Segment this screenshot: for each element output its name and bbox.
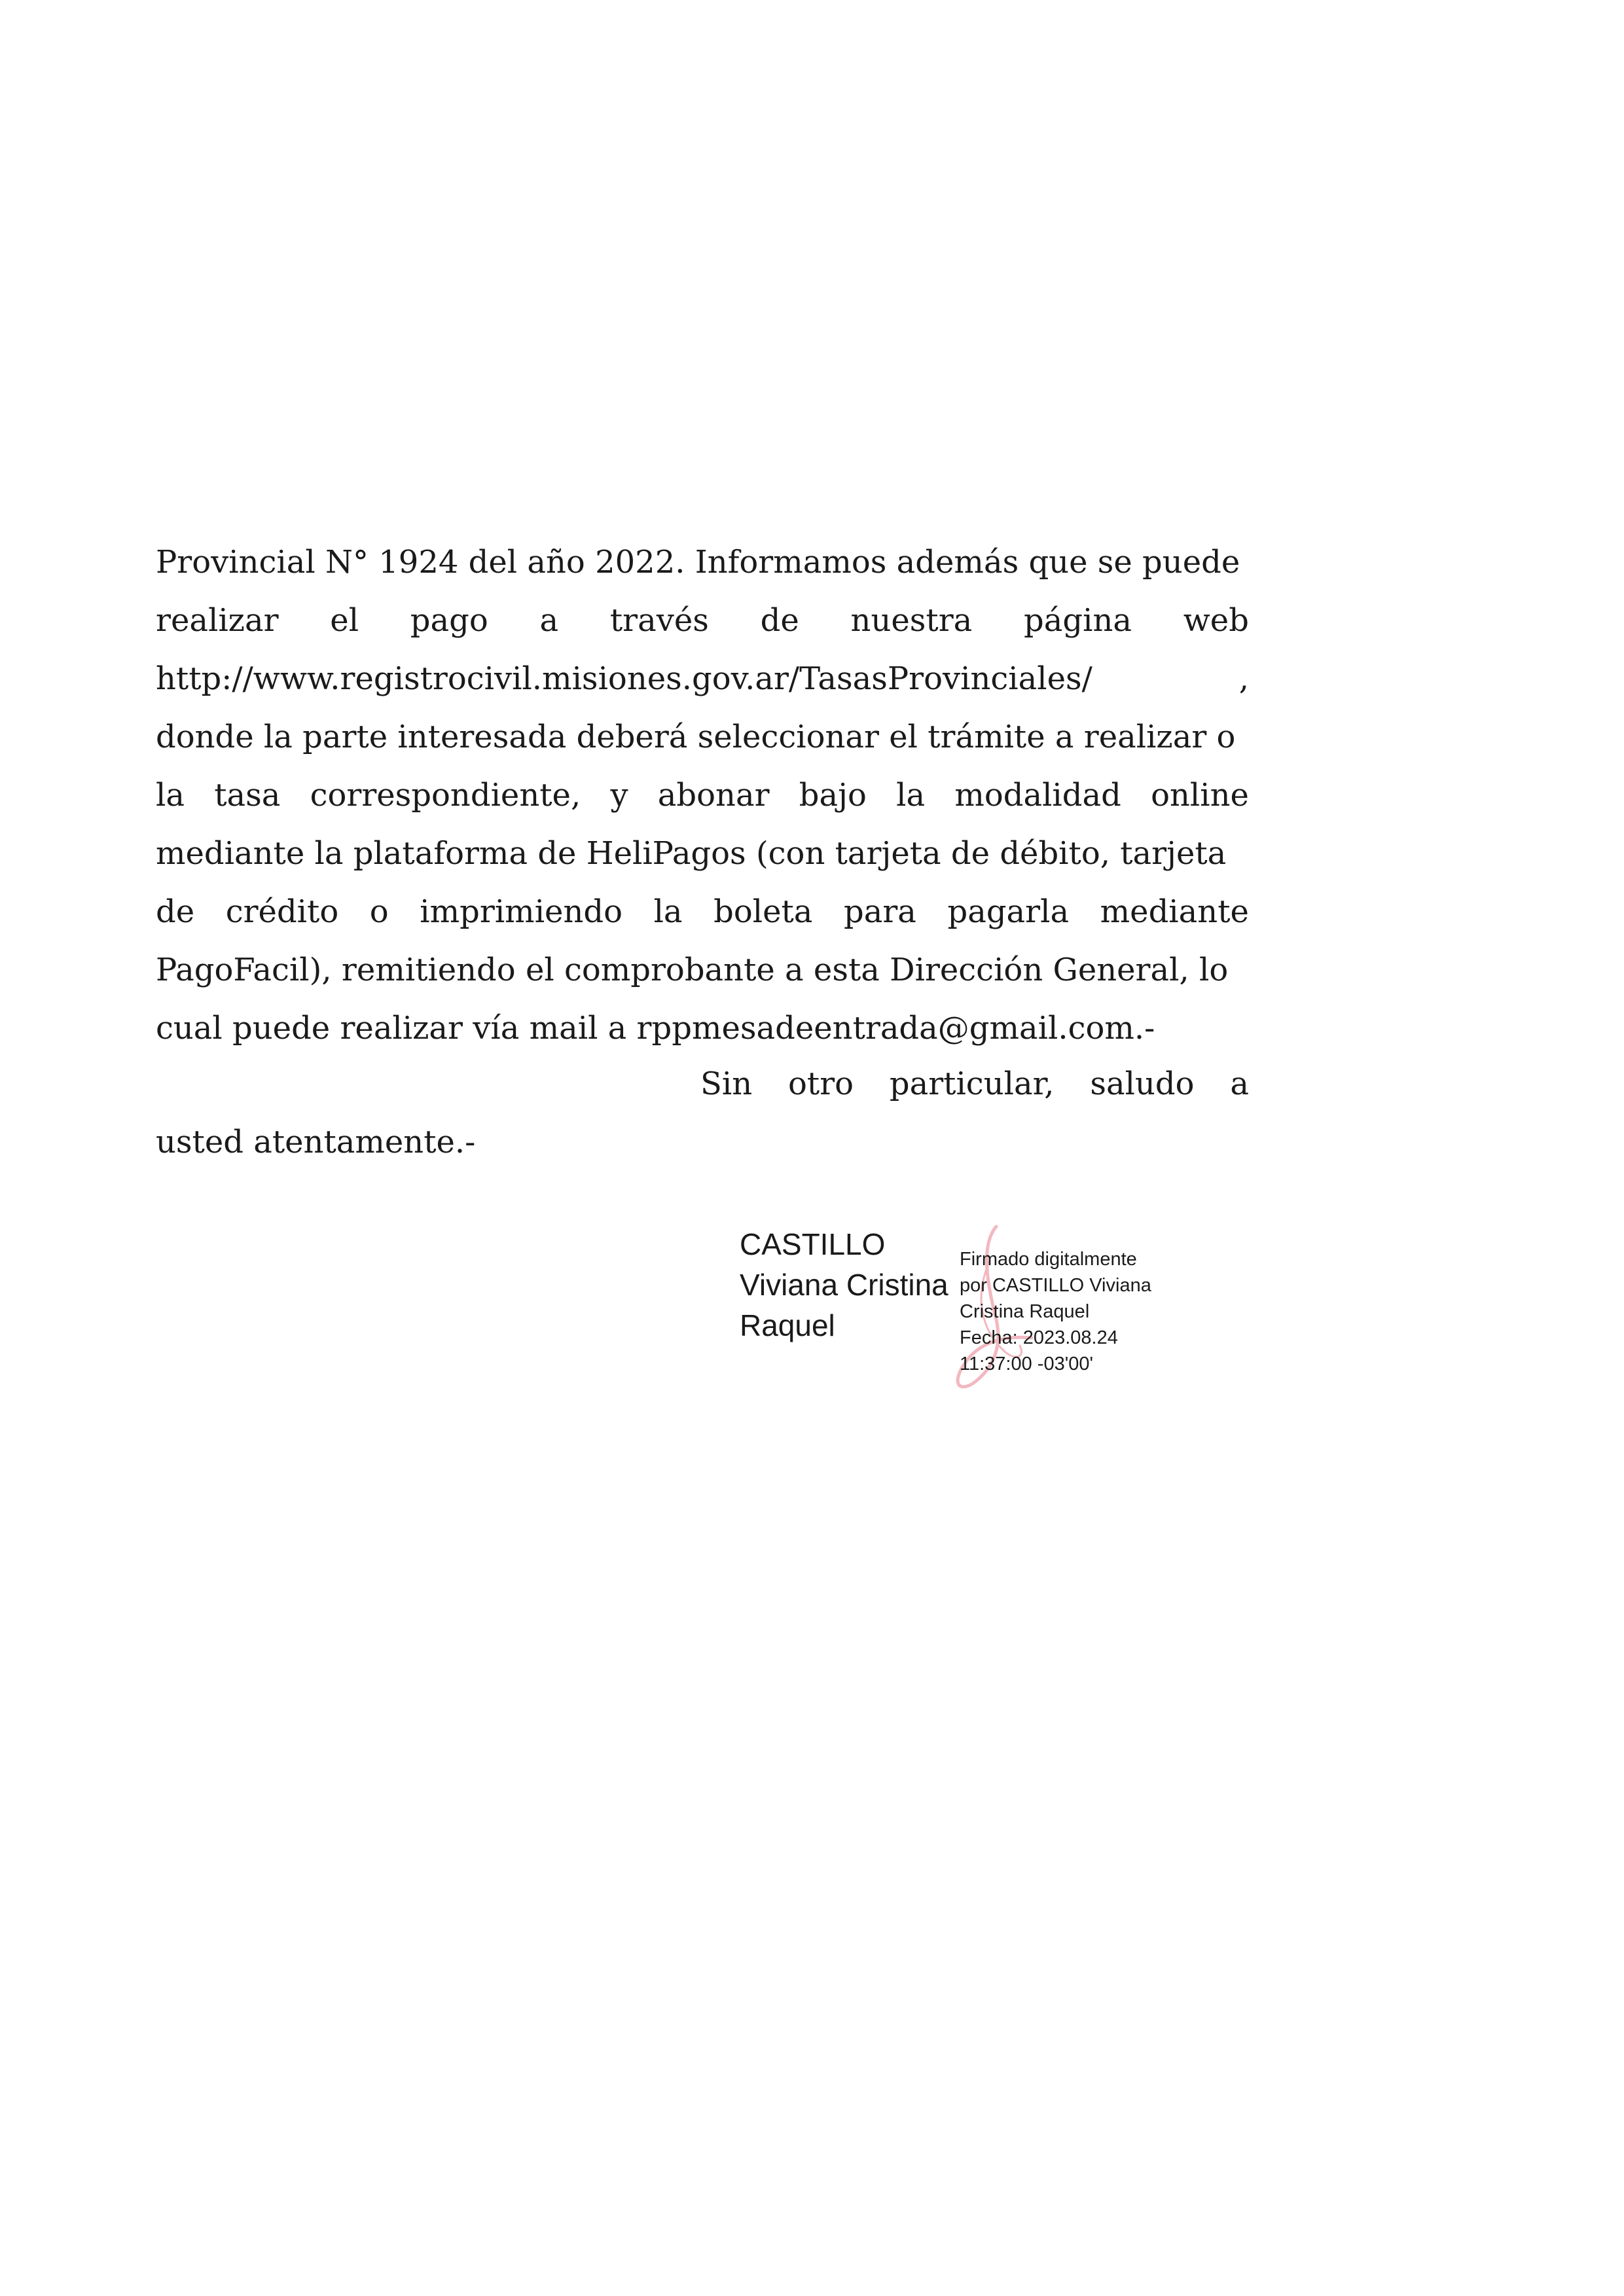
paragraph-line-4: donde la parte interesada deberá seleccionar el trámite a realizar o xyxy=(156,719,1236,755)
closing-line-2: usted atentamente.- xyxy=(156,1124,476,1160)
signature-details: Firmado digitalmente por CASTILLO Viviana Cristina Raquel Fecha: 2023.08.24 11:37:00 -03'00' xyxy=(960,1249,1151,1374)
paragraph-line-5: la tasa correspondiente, y abonar bajo la modalidad online xyxy=(156,777,1249,814)
paragraph-line-7: de crédito o imprimiendo la boleta para pagarla mediante xyxy=(156,893,1249,930)
paragraph-line-2: realizar el pago a través de nuestra página web xyxy=(156,602,1249,639)
paragraph-line-6: mediante la plataforma de HeliPagos (con tarjeta de débito, tarjeta xyxy=(156,835,1227,872)
paragraph-line-8: PagoFacil), remitiendo el comprobante a esta Dirección General, lo xyxy=(156,952,1229,988)
paragraph-line-9: cual puede realizar vía mail a rppmesadeentrada@gmail.com.- xyxy=(156,1010,1155,1047)
letter-body xyxy=(156,533,1249,1058)
closing-line-1: Sin otro particular, saludo a xyxy=(700,1066,1249,1102)
digital-signature xyxy=(740,1224,1198,1394)
website-url[interactable]: http://www.registrocivil.misiones.gov.ar/TasasProvinciales/ xyxy=(156,660,1092,697)
paragraph-line-1: Provincial N° 1924 del año 2022. Informamos además que se puede xyxy=(156,544,1240,581)
paragraph-line-3: http://www.registrocivil.misiones.gov.ar/TasasProvinciales/ , xyxy=(156,650,1249,708)
signer-name: CASTILLO Viviana Cristina Raquel xyxy=(740,1227,948,1342)
